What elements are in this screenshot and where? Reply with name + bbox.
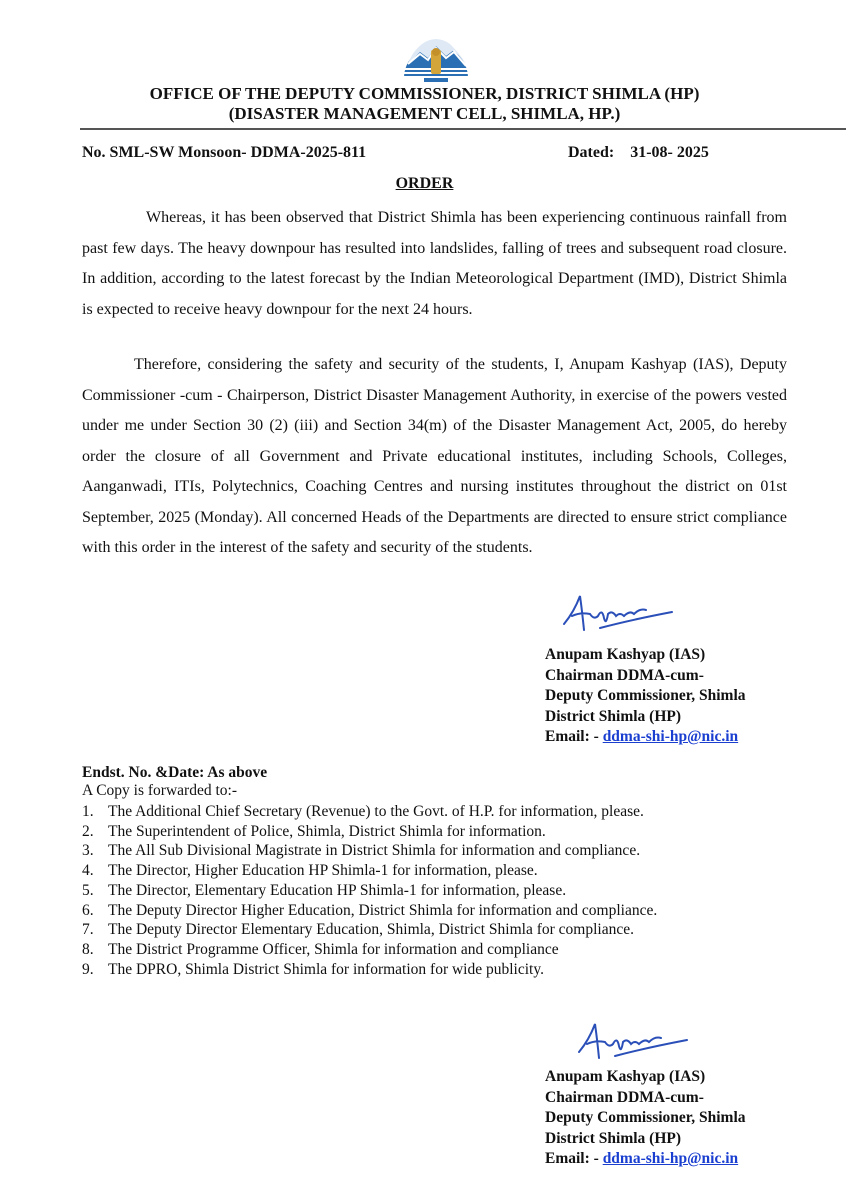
paragraph-text: Whereas, it has been observed that District Shimla has been experiencing continuous rainfall from past few days. The heavy downpour has resulted into landslides, falling of trees and subsequent road closure. In addition, according to the latest forecast by the Indian Meteorological Department (IMD), District Shimla is expected to receive heavy downpour for the next 24 hours. xyxy=(82,209,787,318)
dated-label: Dated: xyxy=(568,144,615,161)
signatory-designation: Chairman DDMA-cum- xyxy=(545,1088,704,1106)
list-item xyxy=(82,822,657,842)
list-text: The Superintendent of Police, Shimla, District Shimla for information. xyxy=(108,822,546,840)
list-number: 2. xyxy=(82,822,94,840)
signatory-district: District Shimla (HP) xyxy=(545,1129,682,1147)
list-number: 3. xyxy=(82,842,94,860)
list-item xyxy=(82,802,657,822)
signatory-name: Anupam Kashyap (IAS) xyxy=(545,646,706,663)
list-item xyxy=(82,861,657,881)
signatory-designation: Chairman DDMA-cum- xyxy=(545,666,704,684)
paragraph-text: Therefore, considering the safety and security of the students, I, Anupam Kashyap (IAS), Deputy Commissioner -cum - Chairperson, District Disaster Management Authority, in exercise of the powers vested under me under Section 30 (2) (iii) and Section 34(m) of the Disaster Management Act, 2005, do hereby order the closure of all Government and Private educational institutes, including Schools, Colleges, Aanganwadi, ITIs, Polytechnics, Coaching Centres and nursing institutes throughout the district on 01st September, 2025 (Monday). All concerned Heads of the Departments are directed to ensure strict compliance with this order in the interest of the safety and security of the students. xyxy=(82,356,787,556)
order-paragraph-1 xyxy=(82,203,787,325)
signatory-name: Anupam Kashyap (IAS) xyxy=(545,1068,706,1085)
signatory-designation: Deputy Commissioner, Shimla xyxy=(545,1109,746,1126)
list-text: The Deputy Director Higher Education, District Shimla for information and compliance. xyxy=(108,901,658,919)
handwritten-signature-icon xyxy=(560,590,680,640)
email-label: Email: - xyxy=(545,1150,603,1167)
dated-value: 31-08- 2025 xyxy=(630,144,709,161)
list-item xyxy=(82,940,657,960)
list-number: 8. xyxy=(82,940,94,958)
signatory-district: District Shimla (HP) xyxy=(545,707,682,725)
office-title: OFFICE OF THE DEPUTY COMMISSIONER, DISTRICT SHIMLA (HP) xyxy=(149,84,700,103)
email-link[interactable]: ddma-shi-hp@nic.in xyxy=(602,1150,739,1167)
list-text: The District Programme Officer, Shimla for information and compliance xyxy=(108,940,559,958)
list-text: The Director, Higher Education HP Shimla-1 for information, please. xyxy=(108,862,538,880)
email-label: Email: - xyxy=(545,728,603,745)
signatory-email-row xyxy=(545,1149,746,1170)
list-text: The Additional Chief Secretary (Revenue) to the Govt. of H.P. for information, please. xyxy=(108,803,644,820)
list-item xyxy=(82,920,657,940)
signature-block xyxy=(545,1067,746,1170)
order-paragraph-2 xyxy=(82,350,787,564)
signatory-email-row xyxy=(545,727,746,748)
order-date xyxy=(568,144,709,162)
list-item xyxy=(82,901,657,921)
signatory-designation: Deputy Commissioner, Shimla xyxy=(545,687,746,704)
list-text: The Director, Elementary Education HP Shimla-1 for information, please. xyxy=(108,881,567,899)
endorsement-title: Endst. No. &Date: As above xyxy=(82,764,268,781)
list-text: The All Sub Divisional Magistrate in District Shimla for information and compliance. xyxy=(108,842,641,860)
list-number: 1. xyxy=(82,803,94,820)
list-number: 9. xyxy=(82,960,94,978)
recipient-list xyxy=(82,802,657,979)
endorsement-intro: A Copy is forwarded to:- xyxy=(82,782,237,799)
list-item xyxy=(82,960,657,980)
list-number: 5. xyxy=(82,881,94,899)
signature-block xyxy=(545,645,746,748)
order-title: ORDER xyxy=(395,175,454,192)
list-text: The Deputy Director Elementary Education, Shimla, District Shimla for compliance. xyxy=(108,921,634,939)
office-subtitle: (DISASTER MANAGEMENT CELL, SHIMLA, HP.) xyxy=(228,104,621,123)
email-link[interactable]: ddma-shi-hp@nic.in xyxy=(602,728,739,745)
list-number: 6. xyxy=(82,901,94,919)
list-text: The DPRO, Shimla District Shimla for information for wide publicity. xyxy=(108,960,544,978)
list-item xyxy=(82,881,657,901)
himachal-pradesh-emblem-icon xyxy=(400,34,472,84)
list-number: 7. xyxy=(82,921,94,939)
list-item xyxy=(82,841,657,861)
list-number: 4. xyxy=(82,862,94,880)
header-divider xyxy=(80,128,846,130)
reference-number: No. SML-SW Monsoon- DDMA-2025-811 xyxy=(82,144,367,161)
handwritten-signature-icon xyxy=(575,1018,695,1068)
